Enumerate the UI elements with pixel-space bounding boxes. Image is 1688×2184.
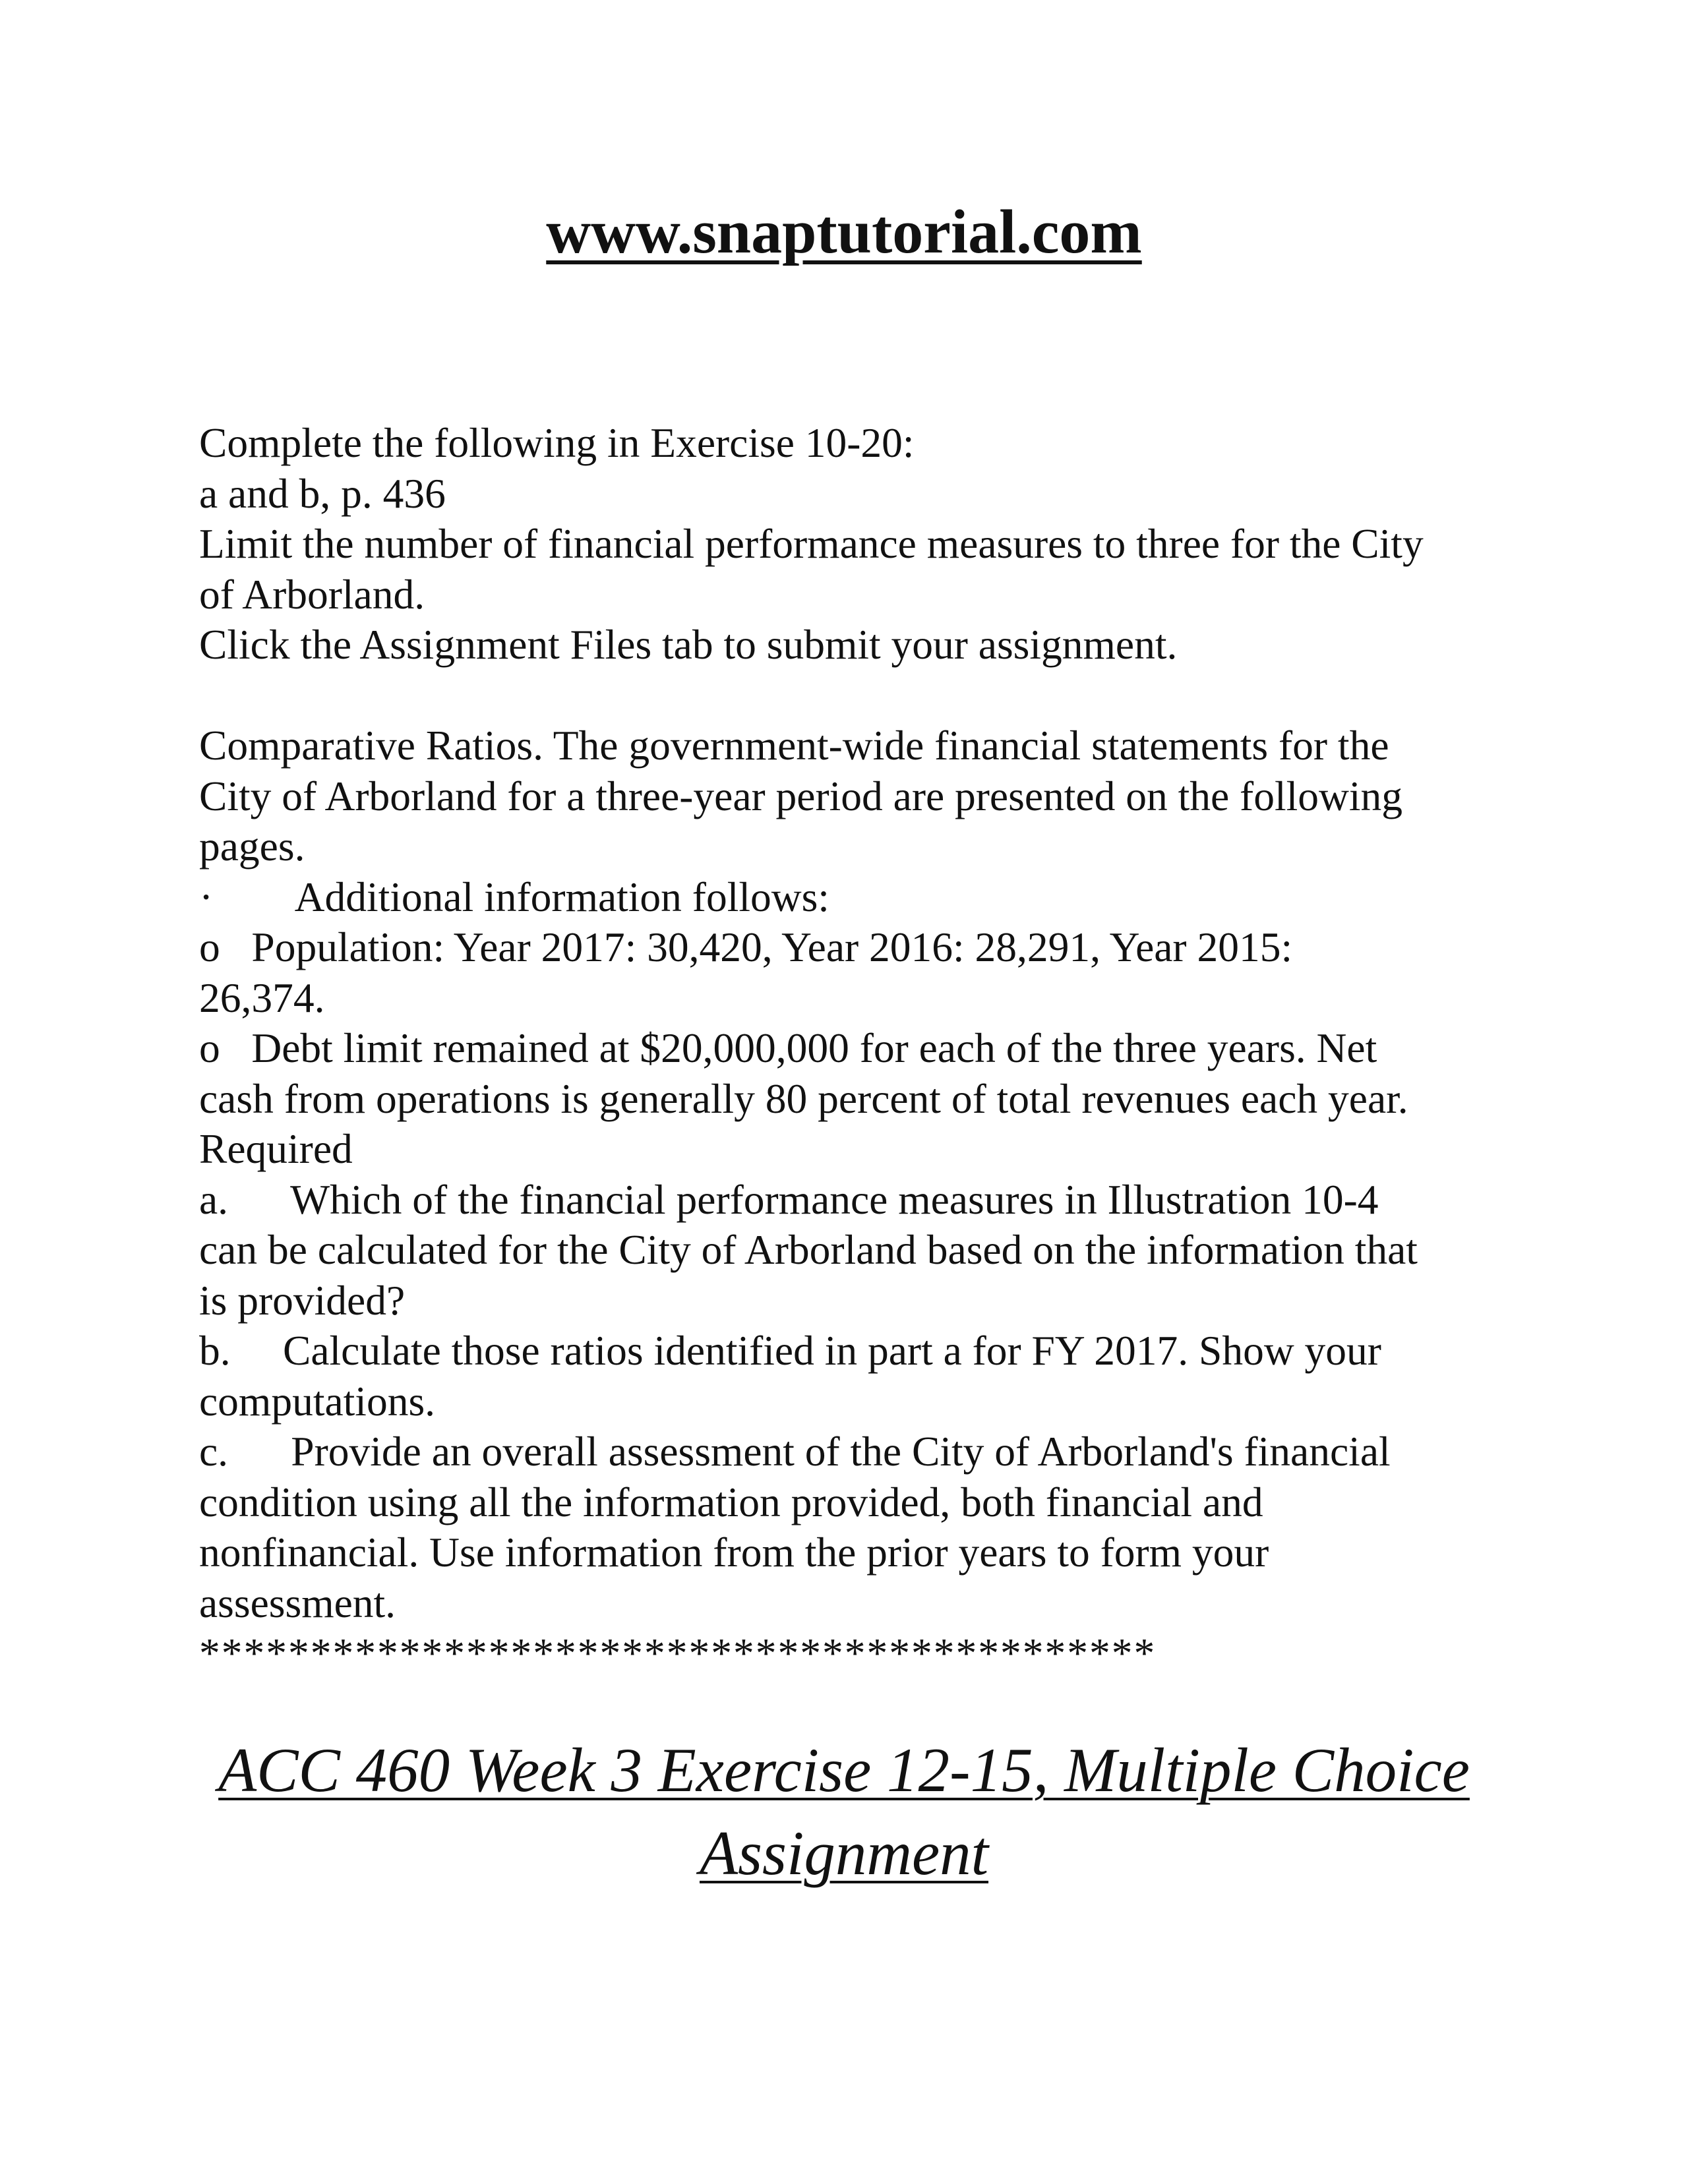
intro-line: a and b, p. 436 [199, 469, 446, 517]
exercise-line: City of Arborland for a three-year period are presented on the following [199, 772, 1402, 819]
assignment-body [199, 418, 1531, 1679]
exercise-line: can be calculated for the City of Arborland based on the information that [199, 1226, 1418, 1273]
intro-line: of Arborland. [199, 570, 425, 618]
exercise-line: cash from operations is generally 80 percent of total revenues each year. [199, 1075, 1408, 1122]
exercise-line: is provided? [199, 1276, 406, 1324]
exercise-line: b. Calculate those ratios identified in part a for FY 2017. Show your [199, 1327, 1381, 1374]
exercise-line: · Additional information follows: [199, 873, 829, 920]
exercise-line: Required [199, 1125, 353, 1172]
exercise-line: o Population: Year 2017: 30,420, Year 2016: 28,291, Year 2015: [199, 924, 1293, 970]
exercise-line: c. Provide an overall assessment of the City of Arborland's financial [199, 1428, 1391, 1475]
intro-line: Limit the number of financial performance measures to three for the City [199, 520, 1424, 567]
exercise-line: condition using all the information provided, both financial and [199, 1478, 1263, 1525]
exercise-line: pages. [199, 823, 305, 870]
exercise-line: o Debt limit remained at $20,000,000 for each of the three years. Net [199, 1024, 1377, 1071]
next-assignment-heading-line2: Assignment [699, 1818, 989, 1888]
exercise-line: 26,374. [199, 974, 325, 1021]
exercise-line: nonfinancial. Use information from the prior years to form your [199, 1529, 1269, 1576]
intro-line: Complete the following in Exercise 10-20: [199, 419, 915, 466]
intro-line: Click the Assignment Files tab to submit your assignment. [199, 621, 1178, 668]
asterisk-separator: ******************************************* [199, 1630, 1157, 1676]
exercise-line: computations. [199, 1377, 436, 1425]
exercise-line: Comparative Ratios. The government-wide financial statements for the [199, 722, 1389, 769]
site-url-title: www.snaptutorial.com [546, 198, 1142, 266]
paragraph-gap [199, 670, 1531, 721]
exercise-line: assessment. [199, 1579, 396, 1626]
next-assignment-heading [0, 1728, 1688, 1895]
exercise-line: a. Which of the financial performance measures in Illustration 10-4 [199, 1175, 1379, 1223]
next-assignment-heading-line1: ACC 460 Week 3 Exercise 12-15, Multiple Choice [218, 1735, 1470, 1805]
